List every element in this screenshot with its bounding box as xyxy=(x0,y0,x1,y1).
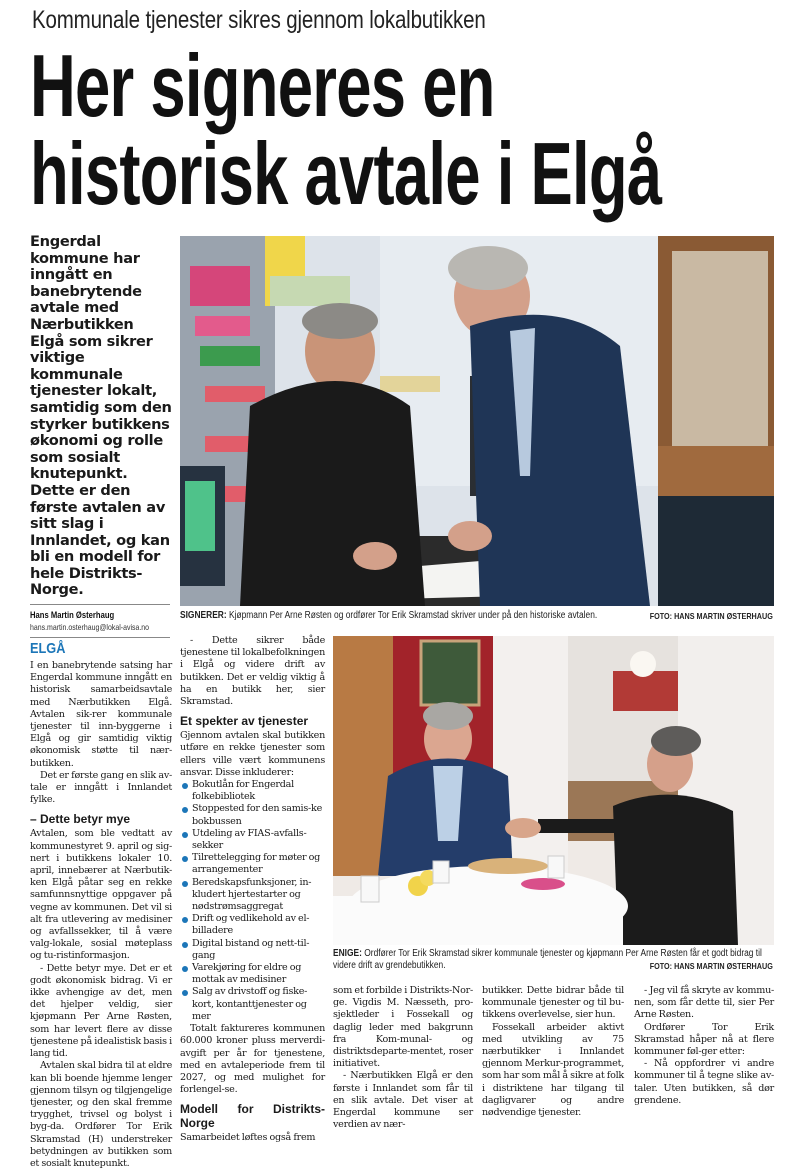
body-paragraph: Avtalen, som ble vedtatt av kommunestyret 9. april og sig-nert i butikkens lokaler 10. april, innebærer at Nærbutik-ken Elgå påtar seg en rekke samfunnsnyttige oppgaver på vegne av kommunen. Det vil si alt fra utlevering av medisiner og avfallssekker, til å være valg-lokale, sosial møteplass og tu-ristinformasjon. xyxy=(30,828,172,962)
body-paragraph: Samarbeidet løftes også frem xyxy=(180,1132,316,1144)
services-list-item xyxy=(180,803,325,827)
headline xyxy=(30,36,662,223)
body-paragraph: Fossekall arbeider aktivt med utvikling av 75 nærbutikker i Innlandet gjennom Merkur-programmet, som har som mål å sikre at folk i distriktene har tilgang til dagligvarer og andre nødvendige tjenester. xyxy=(482,1021,624,1119)
body-paragraph: I en banebrytende satsing har Engerdal kommune inngått en historisk samarbeidsavtale med Nærbutikken Elgå. Avtalen sik-rer kommunale tjenester til inn-byggerne i Elgå og gir samtidig viktig økonomisk støtte til nær-butikken. xyxy=(30,660,172,769)
photo-handshake-illustration xyxy=(333,636,774,945)
kicker: Kommunale tjenester sikres gjennom lokalbutikken xyxy=(32,6,486,34)
services-list-item xyxy=(180,852,325,876)
services-list-item xyxy=(180,828,325,852)
list-item-text: Varekjøring for eldre og mottak av medisiner xyxy=(192,962,302,986)
bullet-icon xyxy=(182,783,188,789)
body-paragraph: Gjennom avtalen skal butikken utføre en rekke tjenester som ellers ville vært kommunens ansvar. Disse inkluderer: xyxy=(180,730,325,778)
body-column-4 xyxy=(482,985,624,1119)
caption-text: Ordfører Tor Erik Skramstad sikrer kommunale tjenester og kjøpmann Per Arne Røsten får et godt bidrag til videre drift av grendebutikken. xyxy=(333,948,762,971)
photo-signing-illustration xyxy=(180,236,774,606)
subheading: Et spekter av tjenester xyxy=(180,714,309,729)
photo-credit-1: FOTO: HANS MARTIN ØSTERHAUG xyxy=(649,611,773,621)
bullet-icon xyxy=(182,942,188,948)
photo-credit-2: FOTO: HANS MARTIN ØSTERHAUG xyxy=(649,961,773,971)
subheading: Modell for Distrikts-Norge xyxy=(180,1102,325,1131)
bullet-icon xyxy=(182,881,188,887)
body-paragraph: - Dette sikrer både tjenestene til lokalbefolkningen i Elgå og videre drift av butikken. Det er veldig viktig å ha en butikk her, sier Skramstad. xyxy=(180,635,325,708)
body-paragraph: - Nærbutikken Elgå er den første i Innlandet som får til en slik avtale. Det viser at Engerdal kommune ser verdien av nær- xyxy=(333,1070,473,1131)
list-item-text: Digital bistand og nett-til-gang xyxy=(192,937,310,961)
services-list-item xyxy=(180,962,325,986)
body-column-2 xyxy=(180,635,325,1145)
bullet-icon xyxy=(182,966,188,972)
caption-text: Kjøpmann Per Arne Røsten og ordfører Tor Erik Skramstad skriver under på den historiske avtalen. xyxy=(226,610,598,621)
body-paragraph: som et forbilde i Distrikts-Nor-ge. Vigdis M. Næsseth, pro-sjektleder i Fossekall og daglig leder med bakgrunn fra Kom-munal- og distriktsdeparte-mentet, roser initiativet. xyxy=(333,985,473,1070)
list-item-text: Drift og vedlikehold av el-billadere xyxy=(192,913,310,937)
list-item-text: Bokutlån for Engerdal folkebibliotek xyxy=(192,779,294,803)
services-list-item xyxy=(180,779,325,803)
body-paragraph: Det er første gang en slik av-tale er inngått i Innlandet fylke. xyxy=(30,769,172,806)
photo-signing xyxy=(180,236,774,606)
services-list-item xyxy=(180,913,325,937)
byline-name: Hans Martin Østerhaug xyxy=(30,610,115,620)
dateline-place: ELGÅ xyxy=(30,640,66,657)
body-paragraph: butikker. Dette bidrar både til kommunale tjenester og til bu-tikkens overlevelse, sier hun. xyxy=(482,985,624,1021)
byline-email[interactable]: hans.martin.osterhaug@lokal-avisa.no xyxy=(30,622,150,632)
services-list-item xyxy=(180,986,325,1023)
caption-label: ENIGE: xyxy=(333,948,362,959)
bullet-icon xyxy=(182,917,188,923)
body-paragraph: Ordfører Tor Erik Skramstad håper nå at flere kommuner føl-ger etter: xyxy=(634,1021,774,1058)
bullet-icon xyxy=(182,856,188,862)
list-item-text: Salg av drivstoff og fiske-kort, kontanttjenester og mer xyxy=(192,986,308,1022)
bullet-icon xyxy=(182,990,188,996)
headline-line-2: historisk avtale i Elgå xyxy=(30,124,662,223)
subheading: – Dette betyr mye xyxy=(30,812,131,827)
photo-handshake xyxy=(333,636,774,945)
services-list xyxy=(180,779,325,1023)
bullet-icon xyxy=(182,807,188,813)
services-list-item xyxy=(180,938,325,962)
body-paragraph: - Dette betyr mye. Det er et godt økonomisk bidrag. Vi er ikke avhengige av det, men det hjelper veldig, sier kjøpmann Per Arne Røsten, som har levert flere av disse tjenestene på idealistisk basis i lang tid. xyxy=(30,962,172,1060)
list-item-text: Beredskapsfunksjoner, in-kludert hjertestarter og nødstrømsaggregat xyxy=(192,876,312,913)
body-column-1 xyxy=(30,660,172,1170)
bullet-icon xyxy=(182,832,188,838)
body-paragraph: Totalt faktureres kommunen 60.000 kroner pluss merverdi-avgift per år for tjenestene, med en avtaleperiode frem til 2027, og med mulighet for forlengel-se. xyxy=(180,1023,325,1096)
list-item-text: Stoppested for den samis-ke bokbussen xyxy=(192,803,323,827)
byline xyxy=(30,604,170,638)
lead-paragraph: Engerdal kommune har inngått en banebrytende avtale med Nærbutikken Elgå som sikrer viktige kommunale tjenester lokalt, samtidig som den styrker butikkens økonomi og rolle som sosialt knutepunkt. Dette er den første avtalen av sitt slag i Innlandet, og kan bli en modell for hele Distrikts-Norge. xyxy=(30,233,172,599)
list-item-text: Utdeling av FIAS-avfalls-sekker xyxy=(192,827,307,852)
body-column-5 xyxy=(634,985,774,1107)
headline-line-1: Her signeres en xyxy=(30,36,495,135)
body-paragraph: - Jeg vil få skryte av kommu-nen, som får dette til, sier Per Arne Røsten. xyxy=(634,985,774,1021)
photo-caption-1 xyxy=(180,610,597,622)
body-paragraph: - Nå oppfordrer vi andre kommuner til å tegne slike av-taler. Uten butikken, så dør grendene. xyxy=(634,1058,774,1106)
caption-label: SIGNERER: xyxy=(180,610,227,621)
body-column-3 xyxy=(333,985,473,1131)
body-paragraph: Avtalen skal bidra til at eldre kan bli boende hjemme lenger gjennom tilsyn og tilgjengelige tjenester, og den skal fremme trygghet, trivsel og bolyst i byg-da. Ordfører Tor Erik Skramstad (H) understreker betydningen av butikken som et sosialt knutepunkt. xyxy=(30,1060,172,1169)
services-list-item xyxy=(180,877,325,914)
divider xyxy=(30,637,170,638)
list-item-text: Tilrettelegging for møter og arrangementer xyxy=(192,852,321,876)
